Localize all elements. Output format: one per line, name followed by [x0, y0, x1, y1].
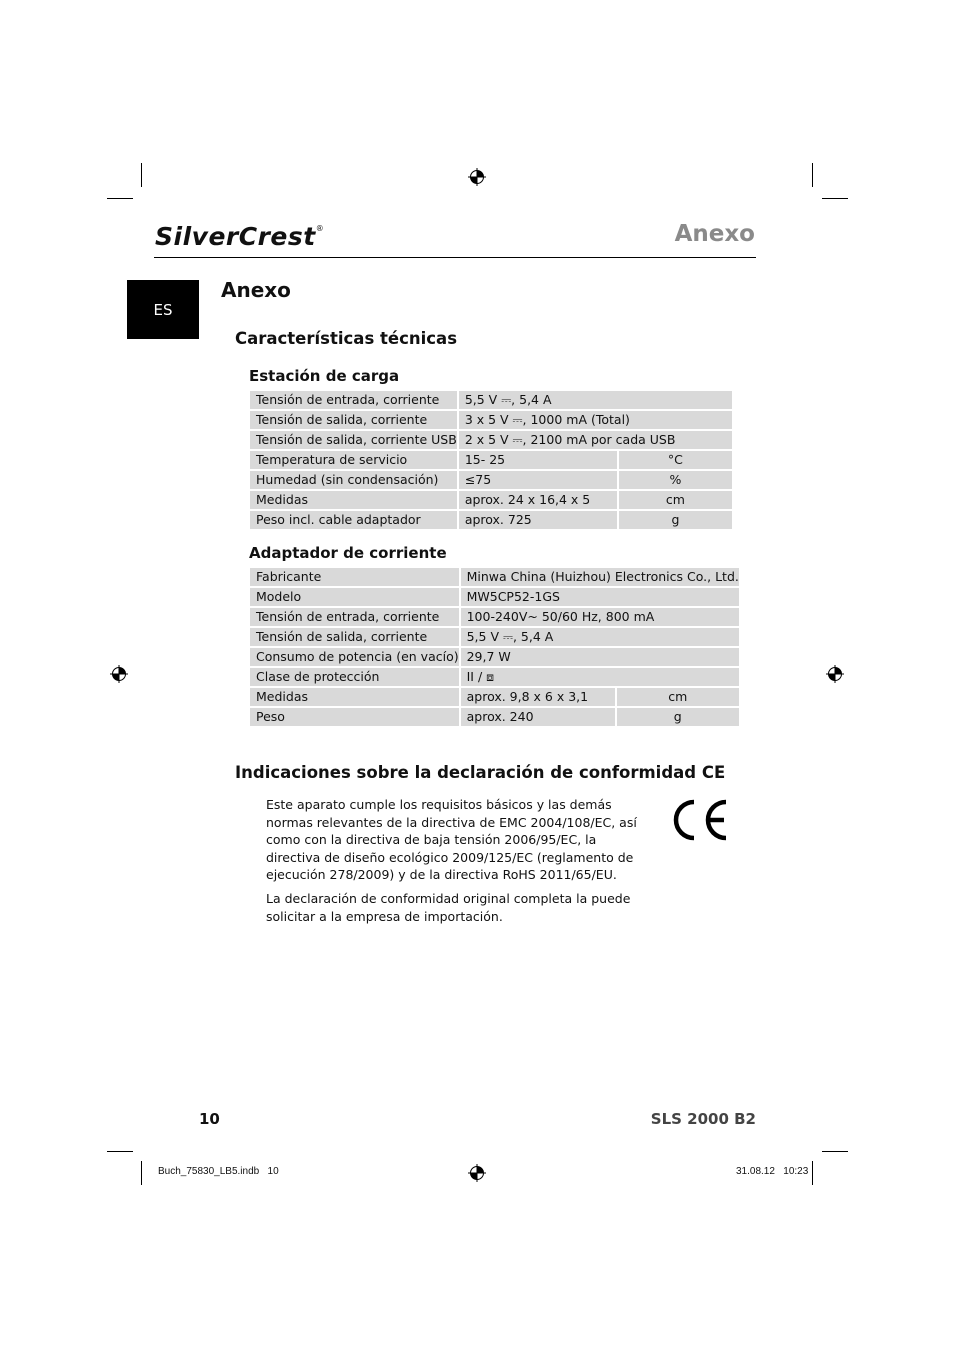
power-adapter-heading: Adaptador de corriente — [249, 544, 447, 562]
brand-logo-text: SilverCrest — [155, 222, 316, 251]
slug-file: Buch_75830_LB5.indb 10 — [158, 1166, 279, 1177]
spec-label: Tensión de entrada, corriente — [250, 391, 457, 409]
spec-value: 15- 25 — [459, 451, 617, 469]
language-tab: ES — [127, 280, 199, 339]
spec-label: Consumo de potencia (en vacío) — [250, 648, 459, 666]
registration-mark-icon — [468, 168, 486, 186]
conformity-paragraph: Este aparato cumple los requisitos básicos y las demás normas relevantes de la directiva de EMC 2004/108/EC, así como con la directiva de baja tensión 2006/95/EC, la directiva de diseño ecológico 2009/125/EC (reglamento de ejecución 278/2009) y de la directiva RoHS 2011/65/EU. — [266, 797, 637, 882]
crop-mark — [107, 198, 133, 199]
spec-value: aprox. 9,8 x 6 x 3,1 — [461, 688, 615, 706]
conformity-paragraph: La declaración de conformidad original completa la puede solicitar a la empresa de importación. — [266, 891, 631, 924]
spec-label: Fabricante — [250, 568, 459, 586]
specs-heading: Características técnicas — [235, 329, 458, 348]
spec-unit: °C — [619, 451, 732, 469]
spec-value: aprox. 240 — [461, 708, 615, 726]
crop-mark — [812, 1161, 813, 1185]
table-row — [250, 568, 739, 586]
crop-mark — [822, 1151, 848, 1152]
table-row — [250, 391, 732, 409]
spec-value: 5,5 V ⎓, 5,4 A — [459, 391, 732, 409]
header-title: Anexo — [674, 221, 755, 247]
table-row — [250, 471, 732, 489]
spec-value: 2 x 5 V ⎓, 2100 mA por cada USB — [459, 431, 732, 449]
spec-label: Medidas — [250, 491, 457, 509]
model-number: SLS 2000 B2 — [650, 1110, 756, 1128]
charging-station-table — [248, 389, 734, 531]
brand-logo — [155, 222, 324, 251]
spec-label: Humedad (sin condensación) — [250, 471, 457, 489]
spec-value: MW5CP52-1GS — [461, 588, 739, 606]
table-row — [250, 608, 739, 626]
spec-label: Modelo — [250, 588, 459, 606]
spec-unit: g — [617, 708, 739, 726]
ce-mark-icon — [666, 797, 730, 843]
registered-mark: ® — [315, 224, 325, 233]
table-row — [250, 588, 739, 606]
table-row — [250, 668, 739, 686]
spec-value: 3 x 5 V ⎓, 1000 mA (Total) — [459, 411, 732, 429]
table-row — [250, 511, 732, 529]
table-row — [250, 628, 739, 646]
spec-label: Medidas — [250, 688, 459, 706]
spec-value: Minwa China (Huizhou) Electronics Co., Ltd. — [461, 568, 739, 586]
spec-label: Tensión de salida, corriente USB — [250, 431, 457, 449]
slug-date: 31.08.12 10:23 — [736, 1166, 809, 1177]
power-adapter-table — [248, 566, 741, 728]
conformity-heading: Indicaciones sobre la declaración de conformidad CE — [235, 763, 726, 782]
page-number: 10 — [199, 1110, 220, 1128]
spec-value: 100-240V~ 50/60 Hz, 800 mA — [461, 608, 739, 626]
spec-value: ≤75 — [459, 471, 617, 489]
registration-mark-icon — [826, 665, 844, 683]
ce-mark-label — [0, 0, 1, 1]
crop-mark — [141, 1161, 142, 1185]
spec-unit: cm — [617, 688, 739, 706]
charging-station-heading: Estación de carga — [249, 367, 400, 385]
registration-mark-icon — [468, 1164, 486, 1182]
crop-mark — [812, 163, 813, 187]
spec-label: Tensión de salida, corriente — [250, 411, 457, 429]
spec-label: Peso — [250, 708, 459, 726]
crop-mark — [822, 198, 848, 199]
spec-label: Tensión de salida, corriente — [250, 628, 459, 646]
table-row — [250, 648, 739, 666]
table-row — [250, 411, 732, 429]
spec-value: aprox. 24 x 16,4 x 5 — [459, 491, 617, 509]
spec-value: 29,7 W — [461, 648, 739, 666]
table-row — [250, 708, 739, 726]
table-row — [250, 451, 732, 469]
crop-mark — [141, 163, 142, 187]
spec-label: Peso incl. cable adaptador — [250, 511, 457, 529]
spec-value: 5,5 V ⎓, 5,4 A — [461, 628, 739, 646]
table-row — [250, 688, 739, 706]
spec-label: Clase de protección — [250, 668, 459, 686]
spec-label: Tensión de entrada, corriente — [250, 608, 459, 626]
registration-mark-icon — [110, 665, 128, 683]
crop-mark — [107, 1151, 133, 1152]
spec-unit: % — [619, 471, 732, 489]
header-divider — [154, 257, 756, 258]
spec-value: aprox. 725 — [459, 511, 617, 529]
spec-unit: cm — [619, 491, 732, 509]
table-row — [250, 431, 732, 449]
section-title: Anexo — [221, 278, 291, 302]
spec-unit: g — [619, 511, 732, 529]
spec-label: Temperatura de servicio — [250, 451, 457, 469]
spec-value: II / ⧈ — [461, 668, 739, 686]
table-row — [250, 491, 732, 509]
